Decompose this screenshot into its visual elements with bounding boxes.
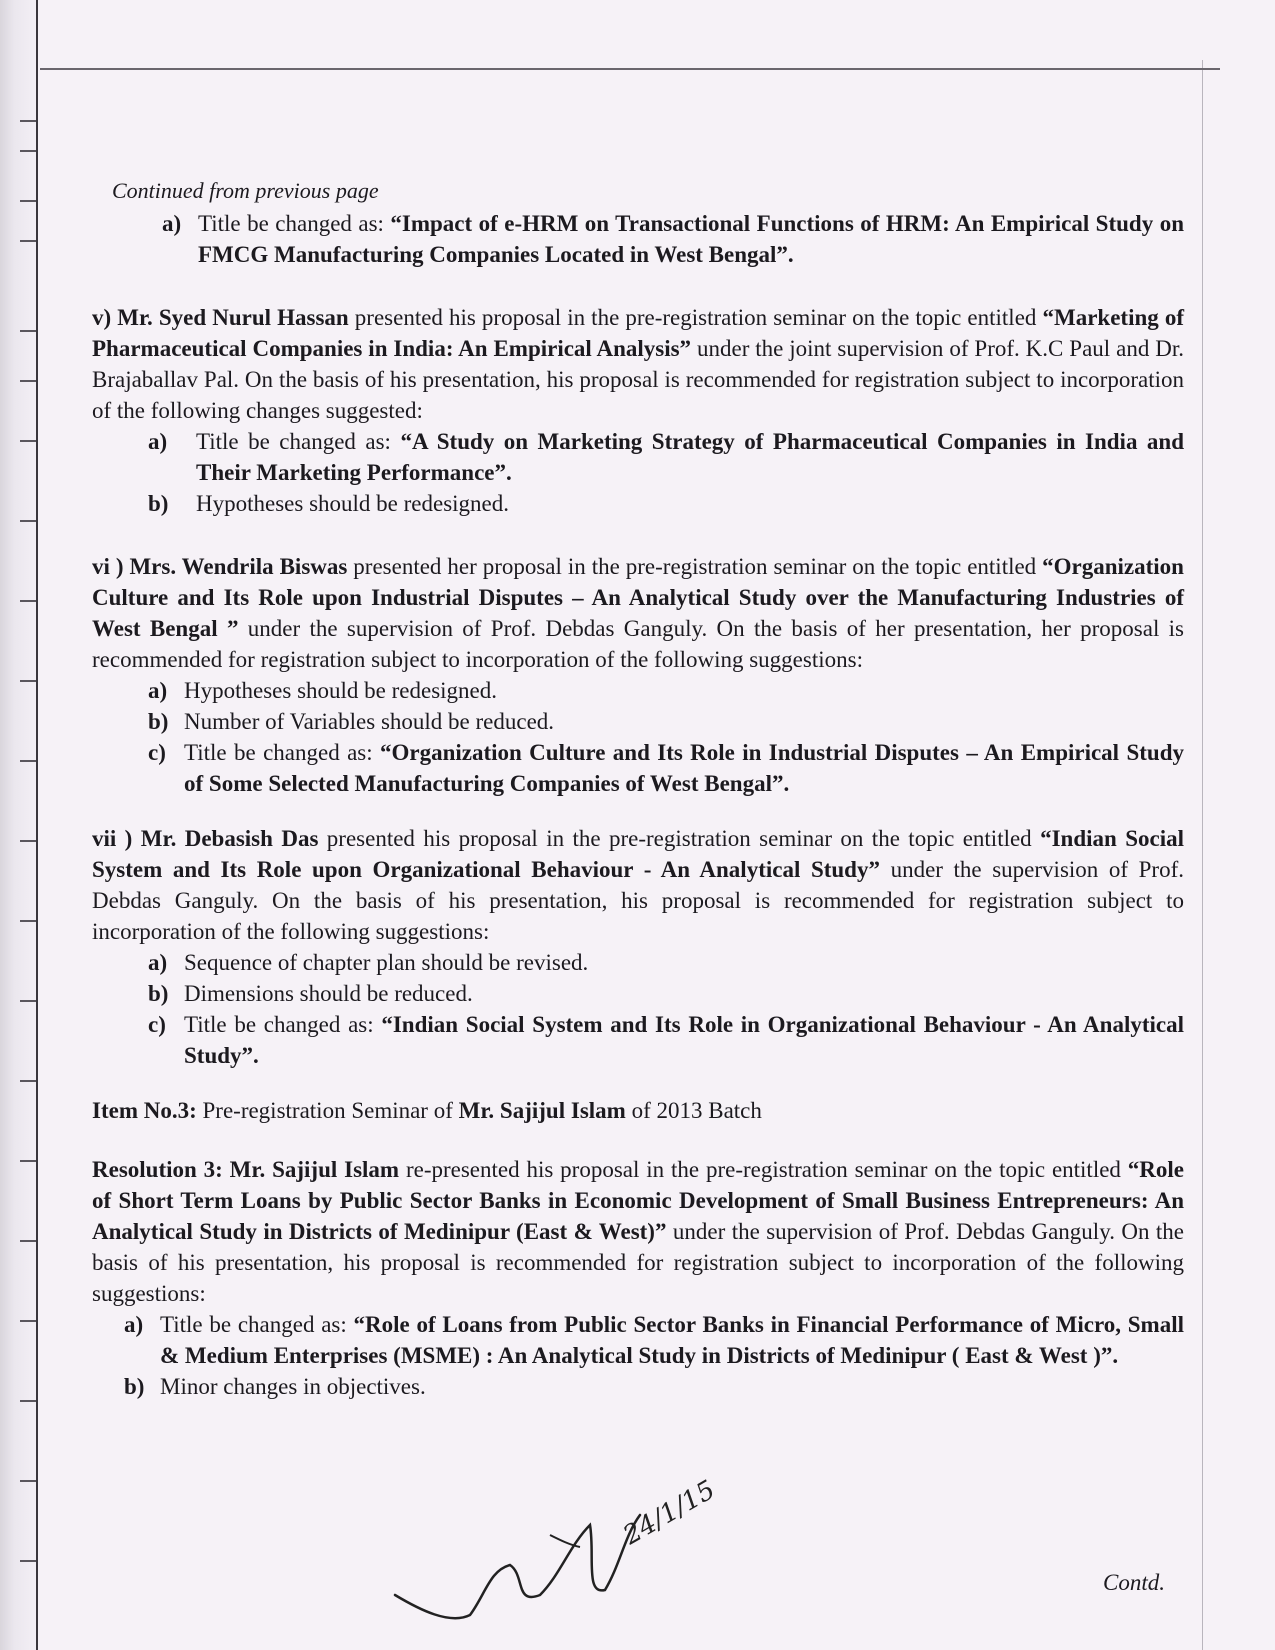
page-right-edge: [1202, 60, 1275, 1650]
new-title: “A Study on Marketing Strategy of Pharmaceutical Companies in India and Their Marketing Performance”.: [196, 429, 1185, 485]
agenda-item-3: Item No.3: Pre-registration Seminar of Mr. Sajijul Islam of 2013 Batch: [92, 1098, 762, 1123]
document-body: [92, 178, 1184, 1402]
handwritten-signature: [390, 1475, 720, 1635]
resolution-label: Resolution 3: Mr. Sajijul Islam: [92, 1157, 400, 1182]
suggestion-item: b) Hypotheses should be redesigned.: [148, 491, 509, 516]
suggestion-item: b) Minor changes in objectives.: [124, 1374, 426, 1399]
suggestion-item: c) Title be changed as: “Indian Social System and Its Role in Organizational Behaviour - An Analytical Study”.: [148, 1012, 1184, 1068]
suggestion-item: b) Dimensions should be reduced.: [148, 981, 473, 1006]
topic-title: “Marketing of Pharmaceutical Companies in India: An Empirical Analysis”: [92, 305, 1184, 361]
continued-note: Continued from previous page: [112, 178, 379, 203]
signature-date: 24/1/15: [618, 1475, 720, 1552]
topic-title: “Indian Social System and Its Role upon Organizational Behaviour - An Analytical Study”: [92, 826, 1184, 882]
presenter-name: Mrs. Wendrila Biswas: [129, 554, 348, 579]
new-title: “Role of Loans from Public Sector Banks in Financial Performance of Micro, Small & Medium Enterprises (MSME) : An Analytical Study in Districts of Medinipur ( East & West )”.: [160, 1312, 1184, 1368]
suggestion-item: a) Hypotheses should be redesigned.: [148, 678, 497, 703]
suggestion-item: b) Number of Variables should be reduced.: [148, 709, 555, 734]
suggestion-item: a) Title be changed as: “Impact of e-HRM on Transactional Functions of HRM: An Empirical Study on FMCG Manufacturing Companies Located in West Bengal”.: [162, 208, 1184, 270]
header-rule: [40, 68, 1220, 70]
proposal-vi: vi ) Mrs. Wendrila Biswas presented her proposal in the pre-registration seminar on the topic entitled “Organization Culture and Its Role upon Industrial Disputes – An Analytical Study over the Manufacturing Industries of West Bengal ” under the supervision of Prof. Debdas Ganguly. On the basis of her presentation, her proposal is recommended for registration subject to incorporation of the following suggestions: a) Hypotheses should be redesigned. b) Number of Variables should be reduced. c) Title be changed as: “Organization Culture and Its Role in Industrial Disputes – An Empirical Study of Some Selected Manufacturing Companies of West Bengal”.: [92, 551, 1184, 799]
proposal-v: v) Mr. Syed Nurul Hassan presented his proposal in the pre-registration seminar on the topic entitled “Marketing of Pharmaceutical Companies in India: An Empirical Analysis” under the joint supervision of Prof. K.C Paul and Dr. Brajaballav Pal. On the basis of his presentation, his proposal is recommended for registration subject to incorporation of the following changes suggested: a) Title be changed as: “A Study on Marketing Strategy of Pharmaceutical Companies in India and Their Marketing Performance”. b) Hypotheses should be redesigned.: [92, 302, 1184, 519]
topic-title: “Role of Short Term Loans by Public Sector Banks in Economic Development of Small Business Entrepreneurs: An Analytical Study in Districts of Medinipur (East & West)”: [92, 1157, 1184, 1244]
suggestion-item: a) Title be changed as: “A Study on Marketing Strategy of Pharmaceutical Companies in India and Their Marketing Performance”.: [148, 429, 1185, 485]
presenter-name: Mr. Debasish Das: [140, 826, 319, 851]
new-title: “Impact of e-HRM on Transactional Functions of HRM: An Empirical Study on FMCG Manufacturing Companies Located in West Bengal”.: [198, 211, 1184, 267]
suggestion-item: c) Title be changed as: “Organization Culture and Its Role in Industrial Disputes – An Empirical Study of Some Selected Manufacturing Companies of West Bengal”.: [148, 740, 1184, 796]
continued-footer: Contd.: [1103, 1570, 1165, 1595]
block-continued: [162, 208, 1184, 270]
new-title: “Indian Social System and Its Role in Organizational Behaviour - An Analytical Study”.: [184, 1012, 1184, 1068]
item-marker: a): [162, 211, 182, 236]
page-left-binding-edge: [0, 0, 38, 1650]
suggestion-item: a) Title be changed as: “Role of Loans from Public Sector Banks in Financial Performance of Micro, Small & Medium Enterprises (MSME) : An Analytical Study in Districts of Medinipur ( East & West )”.: [124, 1312, 1184, 1368]
presenter-name: Mr. Syed Nurul Hassan: [117, 305, 349, 330]
topic-title: “Organization Culture and Its Role upon Industrial Disputes – An Analytical Study over the Manufacturing Industries of West Bengal ”: [92, 554, 1184, 641]
item-label: Item No.3:: [92, 1098, 197, 1123]
suggestion-item: a) Sequence of chapter plan should be revised.: [148, 950, 589, 975]
proposal-vii: vii ) Mr. Debasish Das presented his proposal in the pre-registration seminar on the topic entitled “Indian Social System and Its Role upon Organizational Behaviour - An Analytical Study” under the supervision of Prof. Debdas Ganguly. On the basis of his presentation, his proposal is recommended for registration subject to incorporation of the following suggestions: a) Sequence of chapter plan should be revised. b) Dimensions should be reduced. c) Title be changed as: “Indian Social System and Its Role in Organizational Behaviour - An Analytical Study”.: [92, 823, 1184, 1071]
presenter-name: Mr. Sajijul Islam: [458, 1098, 626, 1123]
new-title: “Organization Culture and Its Role in Industrial Disputes – An Empirical Study of Some Selected Manufacturing Companies of West Bengal”.: [184, 740, 1184, 796]
resolution-3: Resolution 3: Mr. Sajijul Islam re-presented his proposal in the pre-registration seminar on the topic entitled “Role of Short Term Loans by Public Sector Banks in Economic Development of Small Business Entrepreneurs: An Analytical Study in Districts of Medinipur (East & West)” under the supervision of Prof. Debdas Ganguly. On the basis of his presentation, his proposal is recommended for registration subject to incorporation of the following suggestions: a) Title be changed as: “Role of Loans from Public Sector Banks in Financial Performance of Micro, Small & Medium Enterprises (MSME) : An Analytical Study in Districts of Medinipur ( East & West )”. b) Minor changes in objectives.: [92, 1154, 1184, 1402]
